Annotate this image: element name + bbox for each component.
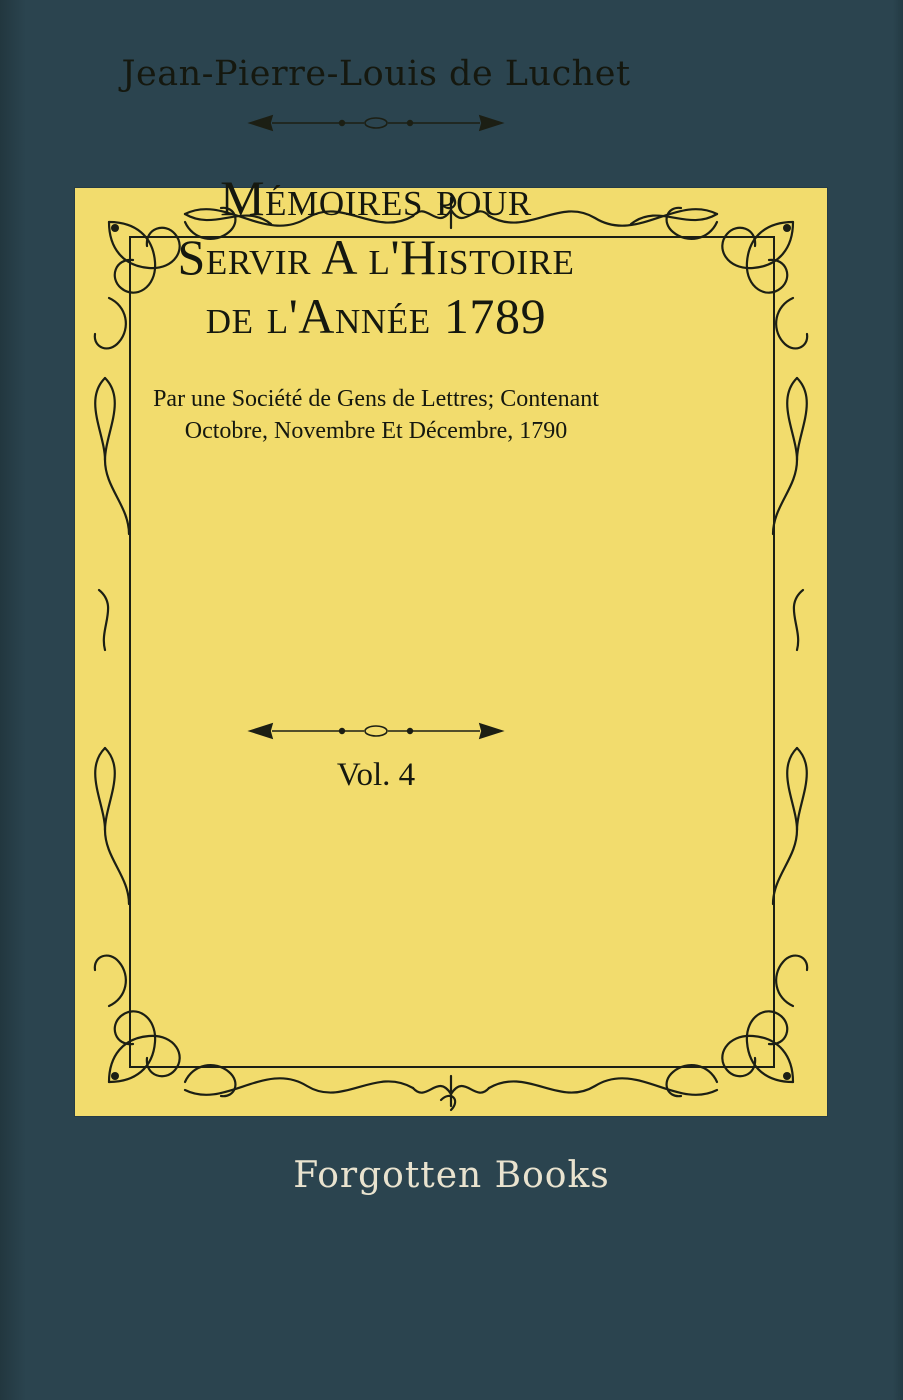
subtitle-line-1: Par une Société de Gens de Lettres; Contenant [153,386,599,412]
subtitle-line-2: Octobre, Novembre Et Décembre, 1790 [184,417,568,444]
book-subtitle [86,384,666,447]
title-line-2: Servir A l'Histoire [177,229,575,285]
volume-block [80,720,672,794]
title-line-3: de l'Année 1789 [205,288,547,344]
book-title [80,169,672,346]
cover-text-block [80,54,672,447]
title-line-1: Mémoires pour [220,170,532,226]
volume-label: Vol. 4 [336,757,416,793]
publisher-logo [0,1155,903,1196]
author-name: Jean-Pierre-Louis de Luchet [121,54,631,94]
ornamental-divider-bottom-icon [246,720,506,742]
publisher-name: Forgotten Books [293,1155,610,1196]
ornamental-divider-top-icon [246,112,506,134]
